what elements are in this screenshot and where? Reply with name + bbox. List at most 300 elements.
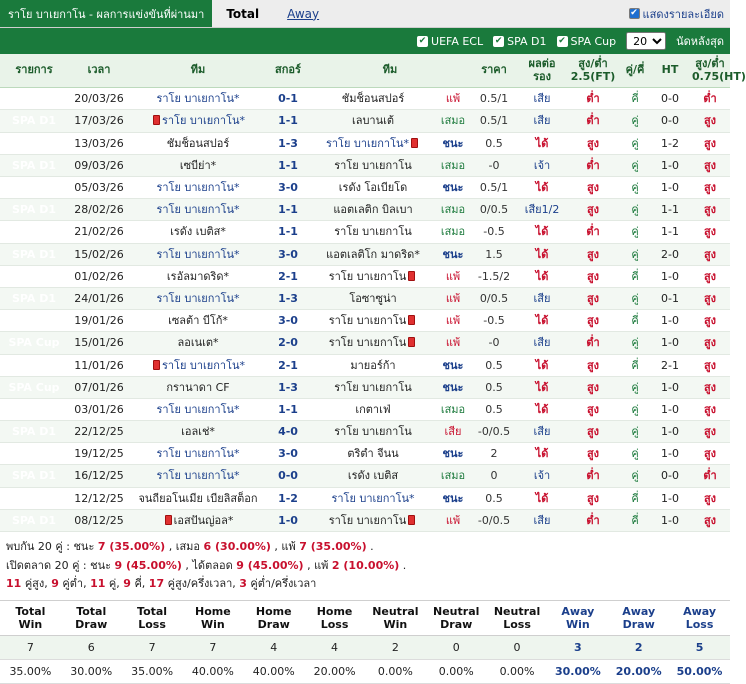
away-team-cell[interactable] — [310, 332, 436, 354]
away-team-name: ราโย บาเยกาโน — [328, 269, 407, 283]
show-detail-toggle[interactable] — [629, 0, 730, 27]
summary-3-a: 11 — [6, 577, 22, 591]
handicap-odds: 0/0.5 — [470, 199, 518, 221]
filter-uefa-ecl[interactable] — [417, 35, 483, 48]
table-row[interactable] — [0, 154, 730, 176]
match-score[interactable]: 3-0 — [266, 177, 310, 199]
red-card-icon — [408, 271, 415, 281]
match-result: ชนะ — [436, 487, 470, 509]
home-team-cell[interactable] — [130, 221, 266, 243]
over-under-ft: ต่ำ — [566, 332, 620, 354]
col-result: ผลต่อรอง — [518, 54, 566, 88]
away-team-cell[interactable] — [310, 243, 436, 265]
match-date: 24/01/26 — [68, 287, 130, 309]
match-score[interactable]: 3-0 — [266, 310, 310, 332]
home-team-cell[interactable] — [130, 265, 266, 287]
red-card-icon — [153, 115, 160, 125]
handicap-result: เสีย — [518, 332, 566, 354]
page-title: ราโย บาเยกาโน - ผลการแข่งขันที่ผ่านมา — [0, 0, 212, 27]
away-team-name: ตริตำ จีนน — [347, 447, 399, 461]
tab-away[interactable]: Away — [287, 6, 320, 21]
home-team-name[interactable]: ราโย บาเยกาโน* — [156, 469, 240, 483]
latest-matches-label: นัดหลังสุด — [676, 35, 724, 48]
match-result: แพ้ — [436, 265, 470, 287]
home-team-cell[interactable] — [130, 332, 266, 354]
match-result: ชนะ — [436, 354, 470, 376]
home-team-cell[interactable] — [130, 398, 266, 420]
col-away-team: ทีม — [310, 54, 470, 88]
handicap-result: เสีย — [518, 509, 566, 531]
home-team-cell[interactable] — [130, 177, 266, 199]
away-team-name: เรดัง โอเบียโด — [338, 181, 408, 195]
over-under-ft: ต่ำ — [566, 110, 620, 132]
league-badge[interactable]: SPA D1 — [0, 177, 68, 199]
stats-percent-cell: 40.00% — [182, 660, 243, 684]
match-score[interactable]: 1-3 — [266, 132, 310, 154]
match-score[interactable]: 1-3 — [266, 376, 310, 398]
home-team-name: จนถียอโนเมีย เบียลิสต็อก — [138, 491, 258, 505]
match-date: 17/03/26 — [68, 110, 130, 132]
table-row[interactable] — [0, 443, 730, 465]
away-team-name: ชัมช็อนสปอร์ — [341, 92, 405, 106]
match-score[interactable]: 1-1 — [266, 199, 310, 221]
summary-2-win: 9 (45.00%) — [114, 558, 182, 572]
table-row[interactable] — [0, 332, 730, 354]
summary-2-loss: 2 (10.00%) — [331, 558, 400, 572]
away-team-cell[interactable] — [310, 443, 436, 465]
match-result: แพ้ — [436, 332, 470, 354]
summary-3-t2: คู่ต่ำ, — [62, 577, 87, 591]
home-team-name[interactable]: ราโย บาเยกาโน* — [161, 114, 246, 128]
match-result: แพ้ — [436, 287, 470, 309]
match-date: 13/03/26 — [68, 132, 130, 154]
stats-column-header: Total Draw — [61, 601, 122, 636]
away-team-name: โอซาซูน่า — [349, 291, 397, 305]
stats-column-header: Home Loss — [304, 601, 365, 636]
over-under-ht: สูง — [690, 509, 730, 531]
match-score[interactable]: 2-0 — [266, 332, 310, 354]
match-score[interactable]: 0-0 — [266, 465, 310, 487]
home-team-cell[interactable] — [130, 421, 266, 443]
match-date: 15/02/26 — [68, 243, 130, 265]
home-team-name: เอสปันญ่อล* — [173, 513, 234, 527]
filter-label-uefa-ecl: UEFA ECL — [431, 34, 484, 48]
handicap-result: ได้ — [518, 221, 566, 243]
summary-3-d: 9 — [123, 577, 131, 591]
league-badge[interactable]: UEFA ECL — [0, 88, 68, 110]
match-score[interactable]: 2-1 — [266, 265, 310, 287]
away-team-cell[interactable] — [310, 221, 436, 243]
stats-percent-cell: 0.00% — [365, 660, 426, 684]
checkbox-icon[interactable]: ✔ — [558, 35, 566, 46]
away-team-cell[interactable] — [310, 154, 436, 176]
away-team-name: ราโย บาเยกาโน — [334, 158, 412, 172]
away-team-cell[interactable] — [310, 354, 436, 376]
away-team-name: มายอร์ก้า — [350, 358, 396, 372]
red-card-icon — [408, 515, 415, 525]
home-team-cell[interactable] — [130, 199, 266, 221]
summary-line-3 — [6, 575, 724, 594]
match-score[interactable]: 1-0 — [266, 509, 310, 531]
match-count-select[interactable] — [626, 32, 666, 50]
away-team-cell[interactable] — [310, 376, 436, 398]
table-row[interactable] — [0, 110, 730, 132]
checkbox-icon[interactable]: ✔ — [494, 35, 503, 46]
table-row[interactable] — [0, 265, 730, 287]
handicap-odds: 0/0.5 — [470, 287, 518, 309]
ht-score: 1-0 — [650, 310, 690, 332]
over-under-ht: สูง — [690, 199, 730, 221]
home-team-name[interactable]: ราโย บาเยกาโน* — [156, 181, 240, 195]
stats-percent-cell: 0.00% — [487, 660, 548, 684]
over-under-ft: สูง — [566, 310, 620, 332]
away-team-cell[interactable] — [310, 487, 436, 509]
odd-even: คู่ — [620, 376, 650, 398]
stats-percent-cell: 40.00% — [243, 660, 304, 684]
over-under-ht: สูง — [690, 132, 730, 154]
away-team-cell[interactable] — [310, 177, 436, 199]
handicap-result: ได้ — [518, 177, 566, 199]
home-team-cell[interactable] — [130, 132, 266, 154]
stats-count-cell: 2 — [365, 636, 426, 660]
table-row[interactable] — [0, 243, 730, 265]
away-team-cell[interactable] — [310, 110, 436, 132]
league-badge[interactable]: SPA D1 — [0, 154, 68, 176]
stats-count-cell: 5 — [669, 636, 730, 660]
table-row[interactable] — [0, 398, 730, 420]
home-team-cell[interactable] — [130, 465, 266, 487]
stats-column-header: Neutral Draw — [426, 601, 487, 636]
league-badge[interactable]: UEFA ECL — [0, 443, 68, 465]
away-team-cell[interactable] — [310, 265, 436, 287]
match-result: เสมอ — [436, 154, 470, 176]
home-team-name[interactable]: ราโย บาเยกาโน* — [161, 358, 246, 372]
tab-total[interactable]: Total — [226, 6, 260, 21]
away-team-name: เรดัง เบติส — [347, 469, 399, 483]
stats-header-row — [0, 601, 730, 636]
match-score[interactable]: 1-2 — [266, 487, 310, 509]
league-badge[interactable]: SPA D1 — [0, 199, 68, 221]
table-row[interactable] — [0, 465, 730, 487]
red-card-icon — [411, 138, 418, 148]
away-team-name: ราโย บาเยกาโน — [334, 225, 412, 239]
away-team-name: แอตเลติก บิลเบา — [333, 203, 413, 217]
home-team-name[interactable]: ราโย บาเยกาโน* — [156, 402, 240, 416]
match-date: 09/03/26 — [68, 154, 130, 176]
table-row[interactable] — [0, 509, 730, 531]
home-team-cell[interactable] — [130, 310, 266, 332]
odd-even: คู่ — [620, 110, 650, 132]
stats-column-header: Total Win — [0, 601, 61, 636]
odd-even: คู่ — [620, 199, 650, 221]
over-under-ft: สูง — [566, 199, 620, 221]
over-under-ht: สูง — [690, 243, 730, 265]
handicap-odds: 2 — [470, 443, 518, 465]
table-row[interactable] — [0, 88, 730, 110]
league-badge[interactable]: SPA D1 — [0, 354, 68, 376]
over-under-ft: สูง — [566, 354, 620, 376]
handicap-result: เจ้า — [518, 465, 566, 487]
match-result: แพ้ — [436, 88, 470, 110]
filter-spa-cup[interactable] — [557, 35, 617, 48]
over-under-ht: สูง — [690, 287, 730, 309]
ht-score: 0-0 — [650, 465, 690, 487]
ht-score: 1-0 — [650, 443, 690, 465]
home-team-name[interactable]: ราโย บาเยกาโน* — [156, 247, 240, 261]
table-row[interactable] — [0, 287, 730, 309]
home-team-cell[interactable] — [130, 354, 266, 376]
summary-3-t4: คี่, — [134, 577, 149, 591]
ht-score: 1-0 — [650, 332, 690, 354]
stats-percent-cell: 20.00% — [608, 660, 669, 684]
col-ou-ht: สูง/ต่ำ 0.75(HT) — [690, 54, 730, 88]
match-date: 07/01/26 — [68, 376, 130, 398]
league-badge[interactable]: SPA Cup — [0, 376, 68, 398]
home-team-cell[interactable] — [130, 287, 266, 309]
table-row[interactable] — [0, 221, 730, 243]
stats-column-header: Home Draw — [243, 601, 304, 636]
tab-bar — [0, 0, 730, 28]
match-score[interactable]: 1-1 — [266, 398, 310, 420]
ht-score: 0-1 — [650, 287, 690, 309]
handicap-odds: 0.5 — [470, 354, 518, 376]
table-row[interactable] — [0, 132, 730, 154]
ht-score: 1-0 — [650, 509, 690, 531]
col-odd-even: คู่/คี่ — [620, 54, 650, 88]
over-under-ht: สูง — [690, 154, 730, 176]
home-team-name[interactable]: ราโย บาเยกาโน* — [156, 447, 240, 461]
table-row[interactable] — [0, 421, 730, 443]
stats-percent-cell: 50.00% — [669, 660, 730, 684]
odd-even: คี่ — [620, 354, 650, 376]
match-score[interactable]: 3-0 — [266, 243, 310, 265]
stats-count-cell: 0 — [487, 636, 548, 660]
handicap-result: ได้ — [518, 310, 566, 332]
odd-even: คู่ — [620, 243, 650, 265]
match-score[interactable]: 0-1 — [266, 88, 310, 110]
stats-count-cell: 6 — [61, 636, 122, 660]
ht-score: 1-0 — [650, 177, 690, 199]
over-under-ht: ต่ำ — [690, 88, 730, 110]
league-badge[interactable]: SPA D1 — [0, 421, 68, 443]
odd-even: คู่ — [620, 132, 650, 154]
stats-column-header: Away Draw — [608, 601, 669, 636]
home-team-name[interactable]: ราโย บาเยกาโน* — [156, 92, 240, 106]
summary-1-win: 7 (35.00%) — [97, 540, 166, 554]
handicap-odds: 0 — [470, 465, 518, 487]
home-team-name: กรานาดา CF — [166, 380, 230, 394]
summary-1-mid2: , แพ้ — [274, 540, 296, 554]
handicap-result: ได้ — [518, 398, 566, 420]
handicap-result: ได้ — [518, 243, 566, 265]
odd-even: คู่ — [620, 332, 650, 354]
match-score[interactable]: 2-1 — [266, 354, 310, 376]
summary-1-draw: 6 (30.00%) — [203, 540, 271, 554]
league-badge[interactable]: SPA D1 — [0, 465, 68, 487]
table-row[interactable] — [0, 376, 730, 398]
league-badge[interactable]: SPA D1 — [0, 265, 68, 287]
odd-even: คู่ — [620, 154, 650, 176]
handicap-odds: 0.5 — [470, 487, 518, 509]
handicap-odds: -0.5 — [470, 310, 518, 332]
col-score: สกอร์ — [266, 54, 310, 88]
match-result: เสมอ — [436, 465, 470, 487]
league-badge[interactable]: UEFA ECL — [0, 132, 68, 154]
handicap-result: เสีย — [518, 110, 566, 132]
match-score[interactable]: 1-3 — [266, 287, 310, 309]
match-result: เสมอ — [436, 110, 470, 132]
handicap-odds: 1.5 — [470, 243, 518, 265]
col-ht: HT — [650, 54, 690, 88]
handicap-odds: -0/0.5 — [470, 421, 518, 443]
home-team-cell[interactable] — [130, 110, 266, 132]
filter-spa-d1[interactable] — [493, 35, 546, 48]
home-team-cell[interactable] — [130, 443, 266, 465]
match-score[interactable]: 1-1 — [266, 110, 310, 132]
away-team-cell[interactable] — [310, 398, 436, 420]
match-result: ชนะ — [436, 376, 470, 398]
match-score[interactable]: 4-0 — [266, 421, 310, 443]
handicap-result: เสีย — [518, 287, 566, 309]
league-badge[interactable]: SPA D1 — [0, 310, 68, 332]
match-result: ชนะ — [436, 132, 470, 154]
summary-2-mid: , ได้ตลอด — [185, 558, 233, 572]
summary-2-end: . — [402, 558, 407, 572]
match-date: 01/02/26 — [68, 265, 130, 287]
home-team-cell[interactable] — [130, 487, 266, 509]
home-team-cell[interactable] — [130, 243, 266, 265]
show-detail-label: แสดงรายละเอียด — [642, 7, 724, 21]
league-badge[interactable]: SPA D1 — [0, 398, 68, 420]
table-row[interactable] — [0, 310, 730, 332]
stats-column-header: Neutral Loss — [487, 601, 548, 636]
over-under-ft: สูง — [566, 421, 620, 443]
home-team-name: ชัมช็อนสปอร์ — [166, 136, 230, 150]
checkbox-icon[interactable]: ✔ — [630, 8, 638, 18]
summary-3-t3: คู่, — [108, 577, 124, 591]
stats-column-header: Total Loss — [122, 601, 183, 636]
match-score[interactable]: 3-0 — [266, 443, 310, 465]
league-badge[interactable]: SPA Cup — [0, 332, 68, 354]
away-team-cell[interactable] — [310, 310, 436, 332]
away-team-name: แอตเลติโก มาดริด* — [326, 247, 420, 261]
home-team-cell[interactable] — [130, 154, 266, 176]
home-team-name[interactable]: ราโย บาเยกาโน* — [156, 203, 240, 217]
match-date: 19/01/26 — [68, 310, 130, 332]
stats-count-cell: 4 — [243, 636, 304, 660]
match-date: 05/03/26 — [68, 177, 130, 199]
league-badge[interactable]: SPA D1 — [0, 221, 68, 243]
handicap-odds: -0 — [470, 154, 518, 176]
away-team-cell[interactable] — [310, 509, 436, 531]
away-team-cell[interactable] — [310, 421, 436, 443]
col-date: เวลา — [68, 54, 130, 88]
match-date: 28/02/26 — [68, 199, 130, 221]
home-team-cell[interactable] — [130, 376, 266, 398]
summary-3-t1: คู่สูง, — [24, 577, 48, 591]
stats-percent-cell: 30.00% — [61, 660, 122, 684]
home-team-name: เรอัลมาดริด* — [166, 269, 230, 283]
handicap-result: ได้ — [518, 443, 566, 465]
table-row[interactable] — [0, 199, 730, 221]
away-team-name[interactable]: ราโย บาเยกาโน* — [325, 136, 410, 150]
match-score[interactable]: 1-1 — [266, 221, 310, 243]
over-under-ht: สูง — [690, 265, 730, 287]
over-under-ht: สูง — [690, 398, 730, 420]
summary-line-1 — [6, 538, 724, 557]
home-team-name[interactable]: ราโย บาเยกาโน* — [156, 291, 240, 305]
ht-score: 1-1 — [650, 199, 690, 221]
summary-1-pre: พบกัน 20 คู่ : ชนะ — [6, 540, 95, 554]
away-team-name: ราโย บาเยกาโน — [334, 380, 412, 394]
odd-even: คี่ — [620, 265, 650, 287]
league-badge[interactable]: SPA D1 — [0, 243, 68, 265]
match-score[interactable]: 1-1 — [266, 154, 310, 176]
over-under-ft: ต่ำ — [566, 465, 620, 487]
stats-percent-cell: 30.00% — [547, 660, 608, 684]
stats-count-cell: 4 — [304, 636, 365, 660]
handicap-odds: 0.5 — [470, 398, 518, 420]
over-under-ft: สูง — [566, 376, 620, 398]
home-team-cell[interactable] — [130, 509, 266, 531]
away-team-cell[interactable] — [310, 465, 436, 487]
away-team-cell[interactable] — [310, 88, 436, 110]
over-under-ft: สูง — [566, 265, 620, 287]
stats-percent-cell: 35.00% — [122, 660, 183, 684]
odd-even: คี่ — [620, 487, 650, 509]
handicap-result: ได้ — [518, 354, 566, 376]
league-badge[interactable]: SPA D1 — [0, 110, 68, 132]
table-row[interactable] — [0, 354, 730, 376]
matches-table — [0, 54, 746, 532]
table-row[interactable] — [0, 487, 730, 509]
away-team-cell[interactable] — [310, 287, 436, 309]
over-under-ft: สูง — [566, 177, 620, 199]
table-row[interactable] — [0, 177, 730, 199]
stats-count-cell: 3 — [547, 636, 608, 660]
stats-column-header: Away Win — [547, 601, 608, 636]
over-under-ht: สูง — [690, 487, 730, 509]
summary-2-all: 9 (45.00%) — [236, 558, 304, 572]
summary-1-end: . — [370, 540, 374, 554]
handicap-odds: -0 — [470, 332, 518, 354]
home-team-cell[interactable] — [130, 88, 266, 110]
league-badge[interactable]: UEFA ECL — [0, 487, 68, 509]
over-under-ht: สูง — [690, 110, 730, 132]
home-team-name: ลอเนเต* — [177, 336, 219, 350]
match-result: ชนะ — [436, 243, 470, 265]
checkbox-icon[interactable]: ✔ — [418, 35, 427, 46]
away-team-name[interactable]: ราโย บาเยกาโน* — [331, 491, 415, 505]
league-badge[interactable]: SPA D1 — [0, 287, 68, 309]
away-team-cell[interactable] — [310, 199, 436, 221]
match-date: 22/12/25 — [68, 421, 130, 443]
stats-percent-row — [0, 660, 730, 684]
league-badge[interactable]: SPA D1 — [0, 509, 68, 531]
over-under-ht: ต่ำ — [690, 465, 730, 487]
away-team-cell[interactable] — [310, 132, 436, 154]
summary-3-b: 9 — [51, 577, 59, 591]
ht-score: 0-0 — [650, 110, 690, 132]
match-date: 19/12/25 — [68, 443, 130, 465]
handicap-odds: 0.5/1 — [470, 177, 518, 199]
handicap-result: เสีย — [518, 421, 566, 443]
over-under-ft: ต่ำ — [566, 88, 620, 110]
stats-count-cell: 7 — [122, 636, 183, 660]
home-team-name: เซบีย่า* — [179, 158, 217, 172]
match-date: 12/12/25 — [68, 487, 130, 509]
stats-count-row — [0, 636, 730, 660]
